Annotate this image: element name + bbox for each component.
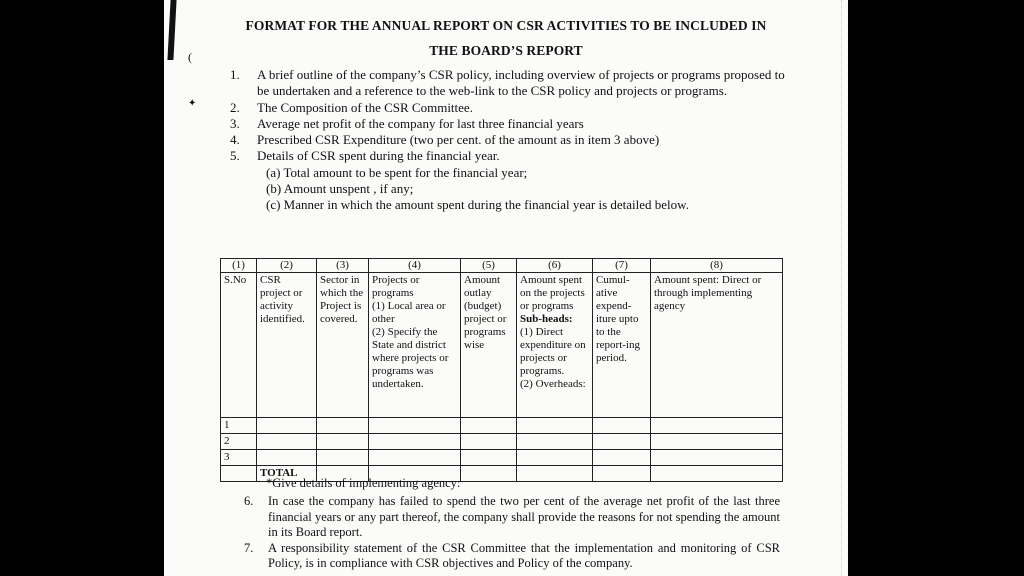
header-row	[221, 273, 783, 418]
list-item	[230, 132, 790, 148]
header-sno: S.No	[221, 273, 257, 418]
item-text: The Composition of the CSR Committee.	[257, 99, 473, 115]
list-item	[244, 541, 780, 572]
row-number: 2	[221, 434, 257, 450]
column-number: (5)	[461, 259, 517, 273]
item-number: 2.	[230, 99, 240, 115]
table-row	[221, 450, 783, 466]
column-number: (1)	[221, 259, 257, 273]
row-number: 3	[221, 450, 257, 466]
header-subheads: Sub-heads:	[520, 313, 573, 325]
list-item	[230, 116, 790, 132]
total-label: TOTAL	[257, 466, 317, 482]
header-overheads: (2) Overheads:	[520, 378, 586, 390]
csr-table	[220, 258, 783, 482]
header-amount-spent-title: Amount spent on the projects or programs	[520, 274, 585, 312]
list-item	[230, 67, 790, 100]
header-amount-outlay: Amount outlay (budget) project or programs wise	[461, 273, 517, 418]
header-direct-expenditure: (1) Direct expenditure on projects or programs.	[520, 326, 586, 377]
column-number: (8)	[651, 259, 783, 273]
column-number: (7)	[593, 259, 651, 273]
list-item	[244, 494, 780, 541]
item-list	[230, 67, 790, 214]
item-number: 6.	[244, 494, 254, 508]
header-amount-spent	[517, 273, 593, 418]
margin-mark: (	[188, 50, 192, 64]
item-number: 4.	[230, 132, 240, 148]
item-number: 1.	[230, 67, 240, 82]
column-number: (6)	[517, 259, 593, 273]
item-number: 7.	[244, 540, 254, 555]
header-cumulative: Cumul-ative expend-iture upto to the report-ing period.	[593, 273, 651, 418]
table-row	[221, 418, 783, 434]
item-text: In case the company has failed to spend the two per cent of the average net profit of the last three financial years or any part thereof, the company shall provide the reasons for not spending the amount in its Board report.	[268, 494, 780, 539]
list-item	[230, 148, 790, 164]
column-number: (2)	[257, 259, 317, 273]
item-text: Details of CSR spent during the financial year.	[257, 148, 500, 164]
item-number: 5.	[230, 148, 240, 164]
header-projects-local: (1) Local area or other	[372, 300, 446, 325]
document-title: FORMAT FOR THE ANNUAL REPORT ON CSR ACTIVITIES TO BE INCLUDED IN	[245, 18, 767, 33]
sub-item: (b) Amount unspent , if any;	[266, 181, 414, 197]
sub-item: (a) Total amount to be spent for the financial year;	[266, 164, 528, 180]
header-projects-state: (2) Specify the State and district where projects or programs was undertaken.	[372, 326, 449, 390]
implementing-agency-note: *Give details of implementing agency:	[266, 476, 461, 490]
item-list-continued	[244, 494, 780, 572]
table-row	[221, 434, 783, 450]
sub-item: (c) Manner in which the amount spent during the financial year is detailed below.	[266, 197, 689, 213]
list-item	[230, 100, 790, 116]
item-text: Average net profit of the company for last three financial years	[257, 115, 584, 131]
scan-edge	[840, 0, 842, 576]
item-text: Prescribed CSR Expenditure (two per cent. of the amount as in item 3 above)	[257, 132, 660, 148]
margin-mark: ✦	[188, 98, 197, 109]
item-text: A brief outline of the company’s CSR policy, including overview of projects or programs proposed to be undertaken and a reference to the web-link to the CSR policy and projects or programs.	[257, 67, 785, 99]
column-number-row	[221, 259, 783, 273]
document-title-line2: THE BOARD’S REPORT	[429, 43, 583, 58]
item-number: 3.	[230, 115, 240, 131]
header-projects-title: Projects or programs	[372, 274, 420, 299]
header-csr-project: CSR project or activity identified.	[257, 273, 317, 418]
header-sector: Sector in which the Project is covered.	[317, 273, 369, 418]
column-number: (4)	[369, 259, 461, 273]
column-number: (3)	[317, 259, 369, 273]
header-projects	[369, 273, 461, 418]
document-page	[164, 0, 848, 576]
header-amount-direct: Amount spent: Direct or through implementing agency	[651, 273, 783, 418]
item-text: A responsibility statement of the CSR Committee that the implementation and monitoring of CSR Policy, is in compliance with CSR objectives and Policy of the company.	[268, 540, 780, 570]
row-number: 1	[221, 418, 257, 434]
